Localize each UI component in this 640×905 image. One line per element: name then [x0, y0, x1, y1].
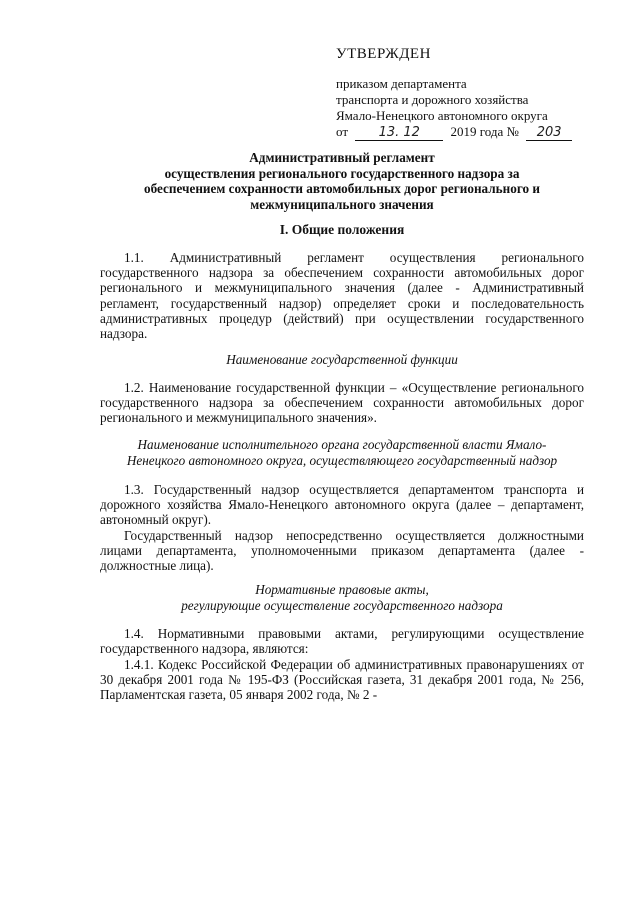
document-title — [100, 150, 584, 212]
paragraph-1-3-continued: Государственный надзор непосредственно осуществляется должностными лицами департамента, уполномоченными приказом департамента (далее - должностные лица). — [100, 528, 584, 574]
title-line-1: Административный регламент — [249, 150, 435, 165]
date-prefix: от — [336, 124, 349, 139]
approval-line-3: Ямало-Ненецкого автономного округа — [336, 108, 548, 123]
subheading-legal-acts-line-2: регулирующие осуществление государственного надзора — [181, 597, 503, 613]
subheading-legal-acts-line-1: Нормативные правовые акты, — [255, 582, 429, 597]
order-date-line — [336, 124, 572, 141]
approval-line-2: транспорта и дорожного хозяйства — [336, 92, 529, 107]
approval-line-1: приказом департамента — [336, 76, 467, 91]
handwritten-number: 203 — [526, 126, 572, 141]
paragraph-1-4: 1.4. Нормативными правовыми актами, регулирующими осуществление государственного надзора, являются: — [100, 626, 584, 657]
title-line-3: обеспечением сохранности автомобильных дорог регионального и — [144, 181, 540, 196]
paragraph-1-3: 1.3. Государственный надзор осуществляется департаментом транспорта и дорожного хозяйства Ямало-Ненецкого автономного округа (далее – департамент, автономный округ). — [100, 482, 584, 528]
subheading-legal-acts — [100, 582, 584, 613]
paragraph-1-2: 1.2. Наименование государственной функции – «Осуществление регионального государственного надзора за обеспечением сохранности автомобильных дорог регионального и межмуниципального значения». — [100, 380, 584, 426]
section-heading: I. Общие положения — [279, 222, 405, 237]
paragraph-1-4-1: 1.4.1. Кодекс Российской Федерации об административных правонарушениях от 30 декабря 2001 года № 195-ФЗ (Российская газета, 31 декабря 2001 года, № 256, Парламентская газета, 05 января 2002 года, № 2 - — [100, 657, 584, 703]
paragraph-1-1: 1.1. Административный регламент осуществления регионального государственного надзора за обеспечением сохранности автомобильных дорог регионального и межмуниципального значения (далее - Административный регламент, государственный надзор) определяет сроки и последовательность административных процедур (действий) при осуществлении государственного надзора. — [100, 250, 584, 342]
subheading-function-name: Наименование государственной функции — [226, 352, 458, 367]
subheading-executive-body — [100, 437, 584, 468]
subheading-executive-body-line-2: Ненецкого автономного округа, осуществляющего государственный надзор — [126, 452, 558, 468]
title-line-2: осуществления регионального государственного надзора за — [164, 165, 520, 181]
date-suffix: 2019 года № — [450, 124, 519, 139]
handwritten-date: 13. 12 — [355, 126, 443, 141]
approval-stamp: УТВЕРЖДЕН — [336, 46, 431, 62]
title-line-4: межмуниципального значения — [250, 196, 434, 212]
subheading-executive-body-line-1: Наименование исполнительного органа государственной власти Ямало- — [137, 437, 547, 452]
approval-block — [336, 76, 572, 141]
